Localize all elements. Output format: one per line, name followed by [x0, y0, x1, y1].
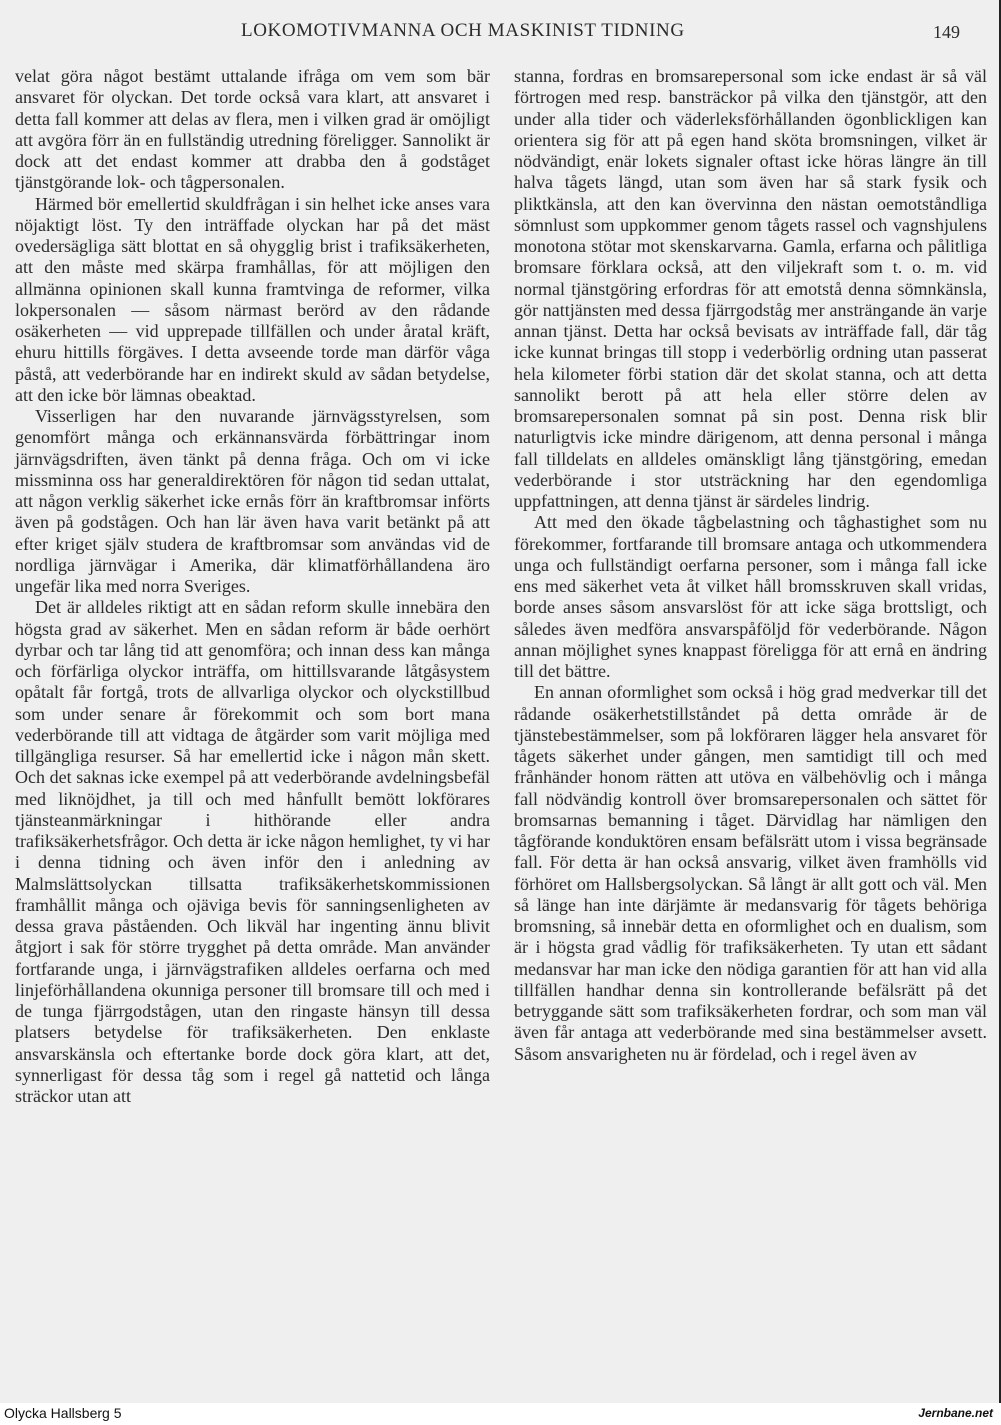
left-column [15, 66, 490, 1107]
paragraph: Det är alldeles riktigt att en sådan reform skulle innebära den högsta grad av säkerhet. Men en sådan reform är både oerhört dyrbar och tar lång tid att genomföra; och innan dess kan många och förfärliga olyckor inträffa, om hittillsvarande låtgåsystem opåtalt får fortgå, trots de allvarliga olyckor och olyckstillbud som under senare år förekommit och som bort mana vederbörande till att vidtaga de åtgärder som varit möjliga med tillgängliga resurser. Så har emellertid icke i någon mån skett. Och det saknas icke exempel på att vederbörande avdelningsbefäl med liknöjdhet, ja till och med hånfullt bemött lokförares tjänsteanmärkningar i hithörande eller andra trafiksäkerhetsfrågor. Och detta är icke någon hemlighet, ty vi har i denna tidning och även inför den i anledning av Malmslättsolyckan tillsatta trafiksäkerhetskommissionen framhållit många och ojäviga bevis för sanningsenligheten av dessa grava påståenden. Och likväl har ingenting ännu blivit åtgjort i sak för större trygghet på detta område. Man använder fortfarande unga, i järnvägstrafiken alldeles oerfarna och med linjeförhållandena okunniga personer till bromsare till och med i de tunga fjärrgodstågen, utan den ringaste hänsyn till dessa platsers betydelse för trafiksäkerheten. Den enklaste ansvarskänsla och eftertanke borde dock göra klart, att det, synnerligast för dessa tåg som i regel gå nattetid och långa sträckor utan att [15, 597, 490, 1106]
paragraph: Visserligen har den nuvarande järnvägsstyrelsen, som genomfört många och erkännansvärda förbättringar inom järnvägsdriften, även tänkt på denna fråga. Och om vi icke missminna oss har generaldirektören för någon tid sedan uttalat, att någon verklig säkerhet icke ernås förr än kraftbromsar införts även på godstågen. Och han lär även hava varit betänkt på att efter kriget själv studera de kraftbromsar som användas vid de nordliga järnvägar i Amerika, där klimatförhållandena äro ungefär lika med norra Sveriges. [15, 406, 490, 596]
page-header [0, 20, 1001, 46]
image-footer [0, 1403, 1001, 1425]
paragraph: Härmed bör emellertid skuldfrågan i sin helhet icke anses vara nöjaktigt löst. Ty den inträffade olyckan har på det mäst ovedersägliga sätt blottat en så ohygglig brist i trafiksäkerheten, att den måste med skärpa framhållas, för att möjligen den allmänna opinionen skall kunna framtvinga de reformer, vilka lokpersonalen — såsom närmast berörd av den rådande osäkerheten — vid upprepade tillfällen och under åratal kräft, ehuru hittills förgäves. I detta avseende torde man därför våga påstå, att vederbörande har en indirekt skuld av sådan betydelse, att den icke bör lämnas obeaktad. [15, 193, 490, 405]
paragraph: stanna, fordras en bromsarepersonal som icke endast är så väl förtrogen med resp. bansträckor på vilka den tjänstgör, att den under alla tider och väderleksförhållanden ögonblickligen kan orientera sig för att på egen hand sköta bromsningen, vilket är nödvändigt, enär lokets signaler oftast icke höras längre än till halva tågets längd, utan som även har så stark fysik och pliktkänsla, att den kan övervinna den nästan oemotståndliga sömnlust som uppkommer genom tågets rassel och vagnshjulens monotona stötar mot skenskarvarna. Gamla, erfarna och pålitliga bromsare förklara också, att den viljekraft som t. o. m. vid normal tjänstgöring erfordras för att emotstå denna sömnkänsla, gör nattjänsten med dessa fjärrgodståg mer ansträngande än varje annan tjänst. Detta har också bevisats av inträffade fall, där tåg icke kunnat bringas till stopp i vederbörlig ordning utan passerat hela kilometer förbi station där det skolat stanna, och att detta sannolikt berott på att hela eller större delen av bromsarepersonalen somnat på sin post. Denna risk blir naturligtvis icke mindre därigenom, att denna personal i många fall tilldelats en alldeles omänskligt lång tjänstgöring, emedan vederbörande i stor utsträckning har den egendomliga uppfattningen, att denna tjänst är särdeles lindrig. [514, 66, 987, 511]
paragraph: velat göra något bestämt uttalande ifråga om vem som bär ansvaret för olyckan. Det torde också vara klart, att ansvaret i detta fall kommer att delas av flera, men i vilken grad är omöjligt att avgöra förr än en fullständig utredning föreligger. Sannolikt är dock att det endast kommer att drabba den å godståget tjänstgörande lok- och tågpersonalen. [15, 66, 490, 193]
paragraph: En annan oformlighet som också i hög grad medverkar till det rådande osäkerhetstillståndet på detta område är de tjänstebestämmelser, som på lokföraren lägger hela ansvaret för tågets säkerhet under gången, men samtidigt till och med frånhänder honom rätten att utöva en välbehövlig och i många fall nödvändig kontroll över bromsarepersonalen och sättet för bromsarnas bemanning i tåget. Därvidlag har nämligen den tågförande konduktören ensam befälsrätt utom i vissa begränsade fall. För detta är han också ansvarig, vilket även framhölls vid förhöret om Hallsbergsolyckan. Så långt är allt gott och väl. Men så länge han inte därjämte är medansvarig för tågets behöriga bromsning, så innebär detta en oformlighet och en dualism, som är i högsta grad vådlig för trafiksäkerheten. Ty utan ett sådant medansvar har man icke den nödiga garantien för att han vid alla tillfällen handhar denna sin kontrollerande befälsrätt på det betryggande sätt som trafiksäkerheten fordrar, och som man väl även får antaga att vederbörande med sina bestämmelser avsett. Såsom ansvarigheten nu är fördelad, och i regel även av [514, 682, 987, 1064]
right-column [514, 66, 987, 1065]
page-number: 149 [933, 22, 960, 42]
watermark-logo: Jernbane.net [918, 1406, 993, 1420]
paragraph: Att med den ökade tågbelastning och tåghastighet som nu förekommer, fortfarande till bromsare antaga och utkommendera unga och fullständigt oerfarna personer, som i många fall icke ens med säkerhet veta åt vilket håll bromsskruven skall vridas, borde anses såsom ansvarslöst för att icke säga brottsligt, och således även medföra ansvarspåföljd för vederbörande. Någon annan möjlighet synes knappast föreligga för att ernå en ändring till det bättre. [514, 512, 987, 681]
image-caption: Olycka Hallsberg 5 [4, 1405, 122, 1421]
journal-title: LOKOMOTIVMANNA OCH MASKINIST TIDNING [241, 20, 685, 41]
